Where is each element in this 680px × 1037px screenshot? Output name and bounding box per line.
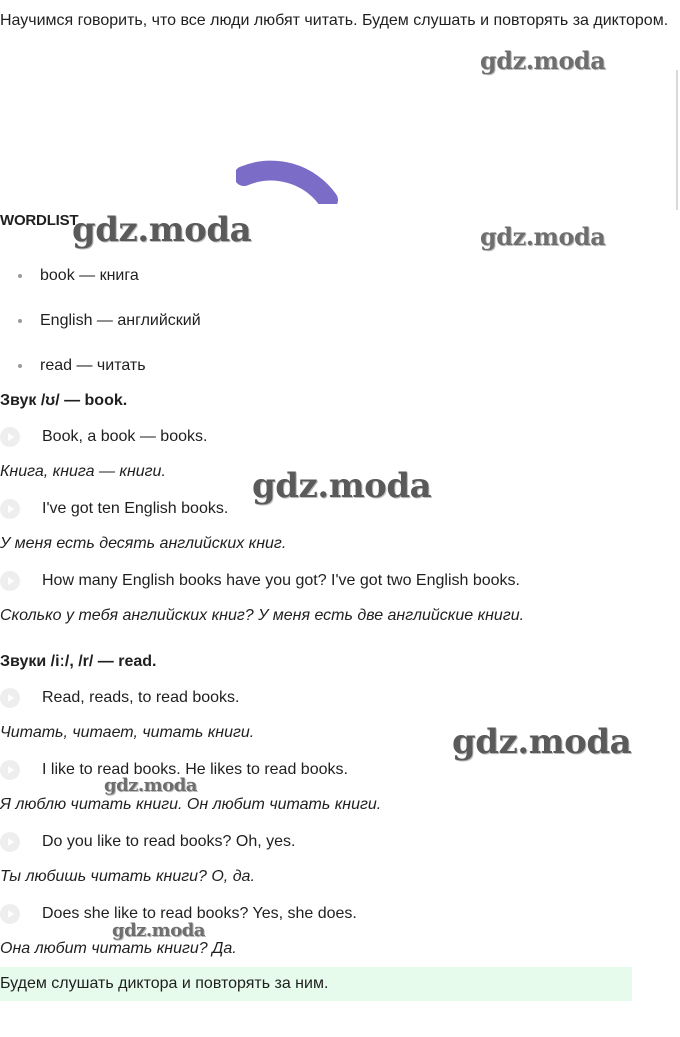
english-phrase: Read, reads, to read books. bbox=[42, 689, 240, 706]
section-heading-book: Звук /ʊ/ — book. bbox=[0, 392, 128, 409]
play-icon[interactable] bbox=[0, 904, 20, 924]
wordlist-item-text: book — книга bbox=[40, 267, 139, 284]
instruction-note: Будем слушать диктора и повторять за ним. bbox=[0, 967, 632, 1001]
section-heading-read: Звуки /iː/, /r/ — read. bbox=[0, 653, 157, 670]
translation: Читать, читает, читать книги. bbox=[0, 724, 255, 741]
watermark: gdz.moda bbox=[480, 222, 606, 251]
scrollbar-edge bbox=[676, 70, 678, 210]
translation: У меня есть десять английских книг. bbox=[0, 535, 287, 552]
play-icon[interactable] bbox=[0, 832, 20, 852]
translation: Книга, книга — книги. bbox=[0, 463, 166, 480]
watermark: gdz.moda bbox=[112, 920, 205, 941]
intro-text: Научимся говорить, что все люди любят читать. Будем слушать и повторять за диктором. bbox=[0, 12, 669, 29]
play-icon[interactable] bbox=[0, 688, 20, 708]
loading-spinner-icon bbox=[236, 160, 346, 204]
wordlist-item-text: English — английский bbox=[40, 312, 201, 329]
translation: Сколько у тебя английских книг? У меня есть две английские книги. bbox=[0, 607, 525, 624]
bullet-icon bbox=[18, 364, 22, 368]
wordlist-item-text: read — читать bbox=[40, 357, 146, 374]
watermark: gdz.moda bbox=[72, 210, 252, 250]
english-phrase: I've got ten English books. bbox=[42, 500, 229, 517]
translation: Я люблю читать книги. Он любит читать книги. bbox=[0, 796, 382, 813]
watermark: gdz.moda bbox=[452, 722, 632, 762]
watermark: gdz.moda bbox=[104, 775, 197, 796]
english-phrase: I like to read books. He likes to read books. bbox=[42, 761, 348, 778]
play-icon[interactable] bbox=[0, 760, 20, 780]
watermark: gdz.moda bbox=[252, 466, 432, 506]
play-icon[interactable] bbox=[0, 499, 20, 519]
translation: Она любит читать книги? Да. bbox=[0, 940, 237, 957]
english-phrase: How many English books have you got? I've got two English books. bbox=[42, 572, 520, 589]
english-phrase: Does she like to read books? Yes, she does. bbox=[42, 905, 357, 922]
watermark: gdz.moda bbox=[480, 46, 606, 75]
wordlist-title: WORDLIST bbox=[0, 212, 79, 229]
bullet-icon bbox=[18, 319, 22, 323]
english-phrase: Book, a book — books. bbox=[42, 428, 208, 445]
bullet-icon bbox=[18, 274, 22, 278]
play-icon[interactable] bbox=[0, 427, 20, 447]
translation: Ты любишь читать книги? О, да. bbox=[0, 868, 255, 885]
english-phrase: Do you like to read books? Oh, yes. bbox=[42, 833, 296, 850]
play-icon[interactable] bbox=[0, 571, 20, 591]
